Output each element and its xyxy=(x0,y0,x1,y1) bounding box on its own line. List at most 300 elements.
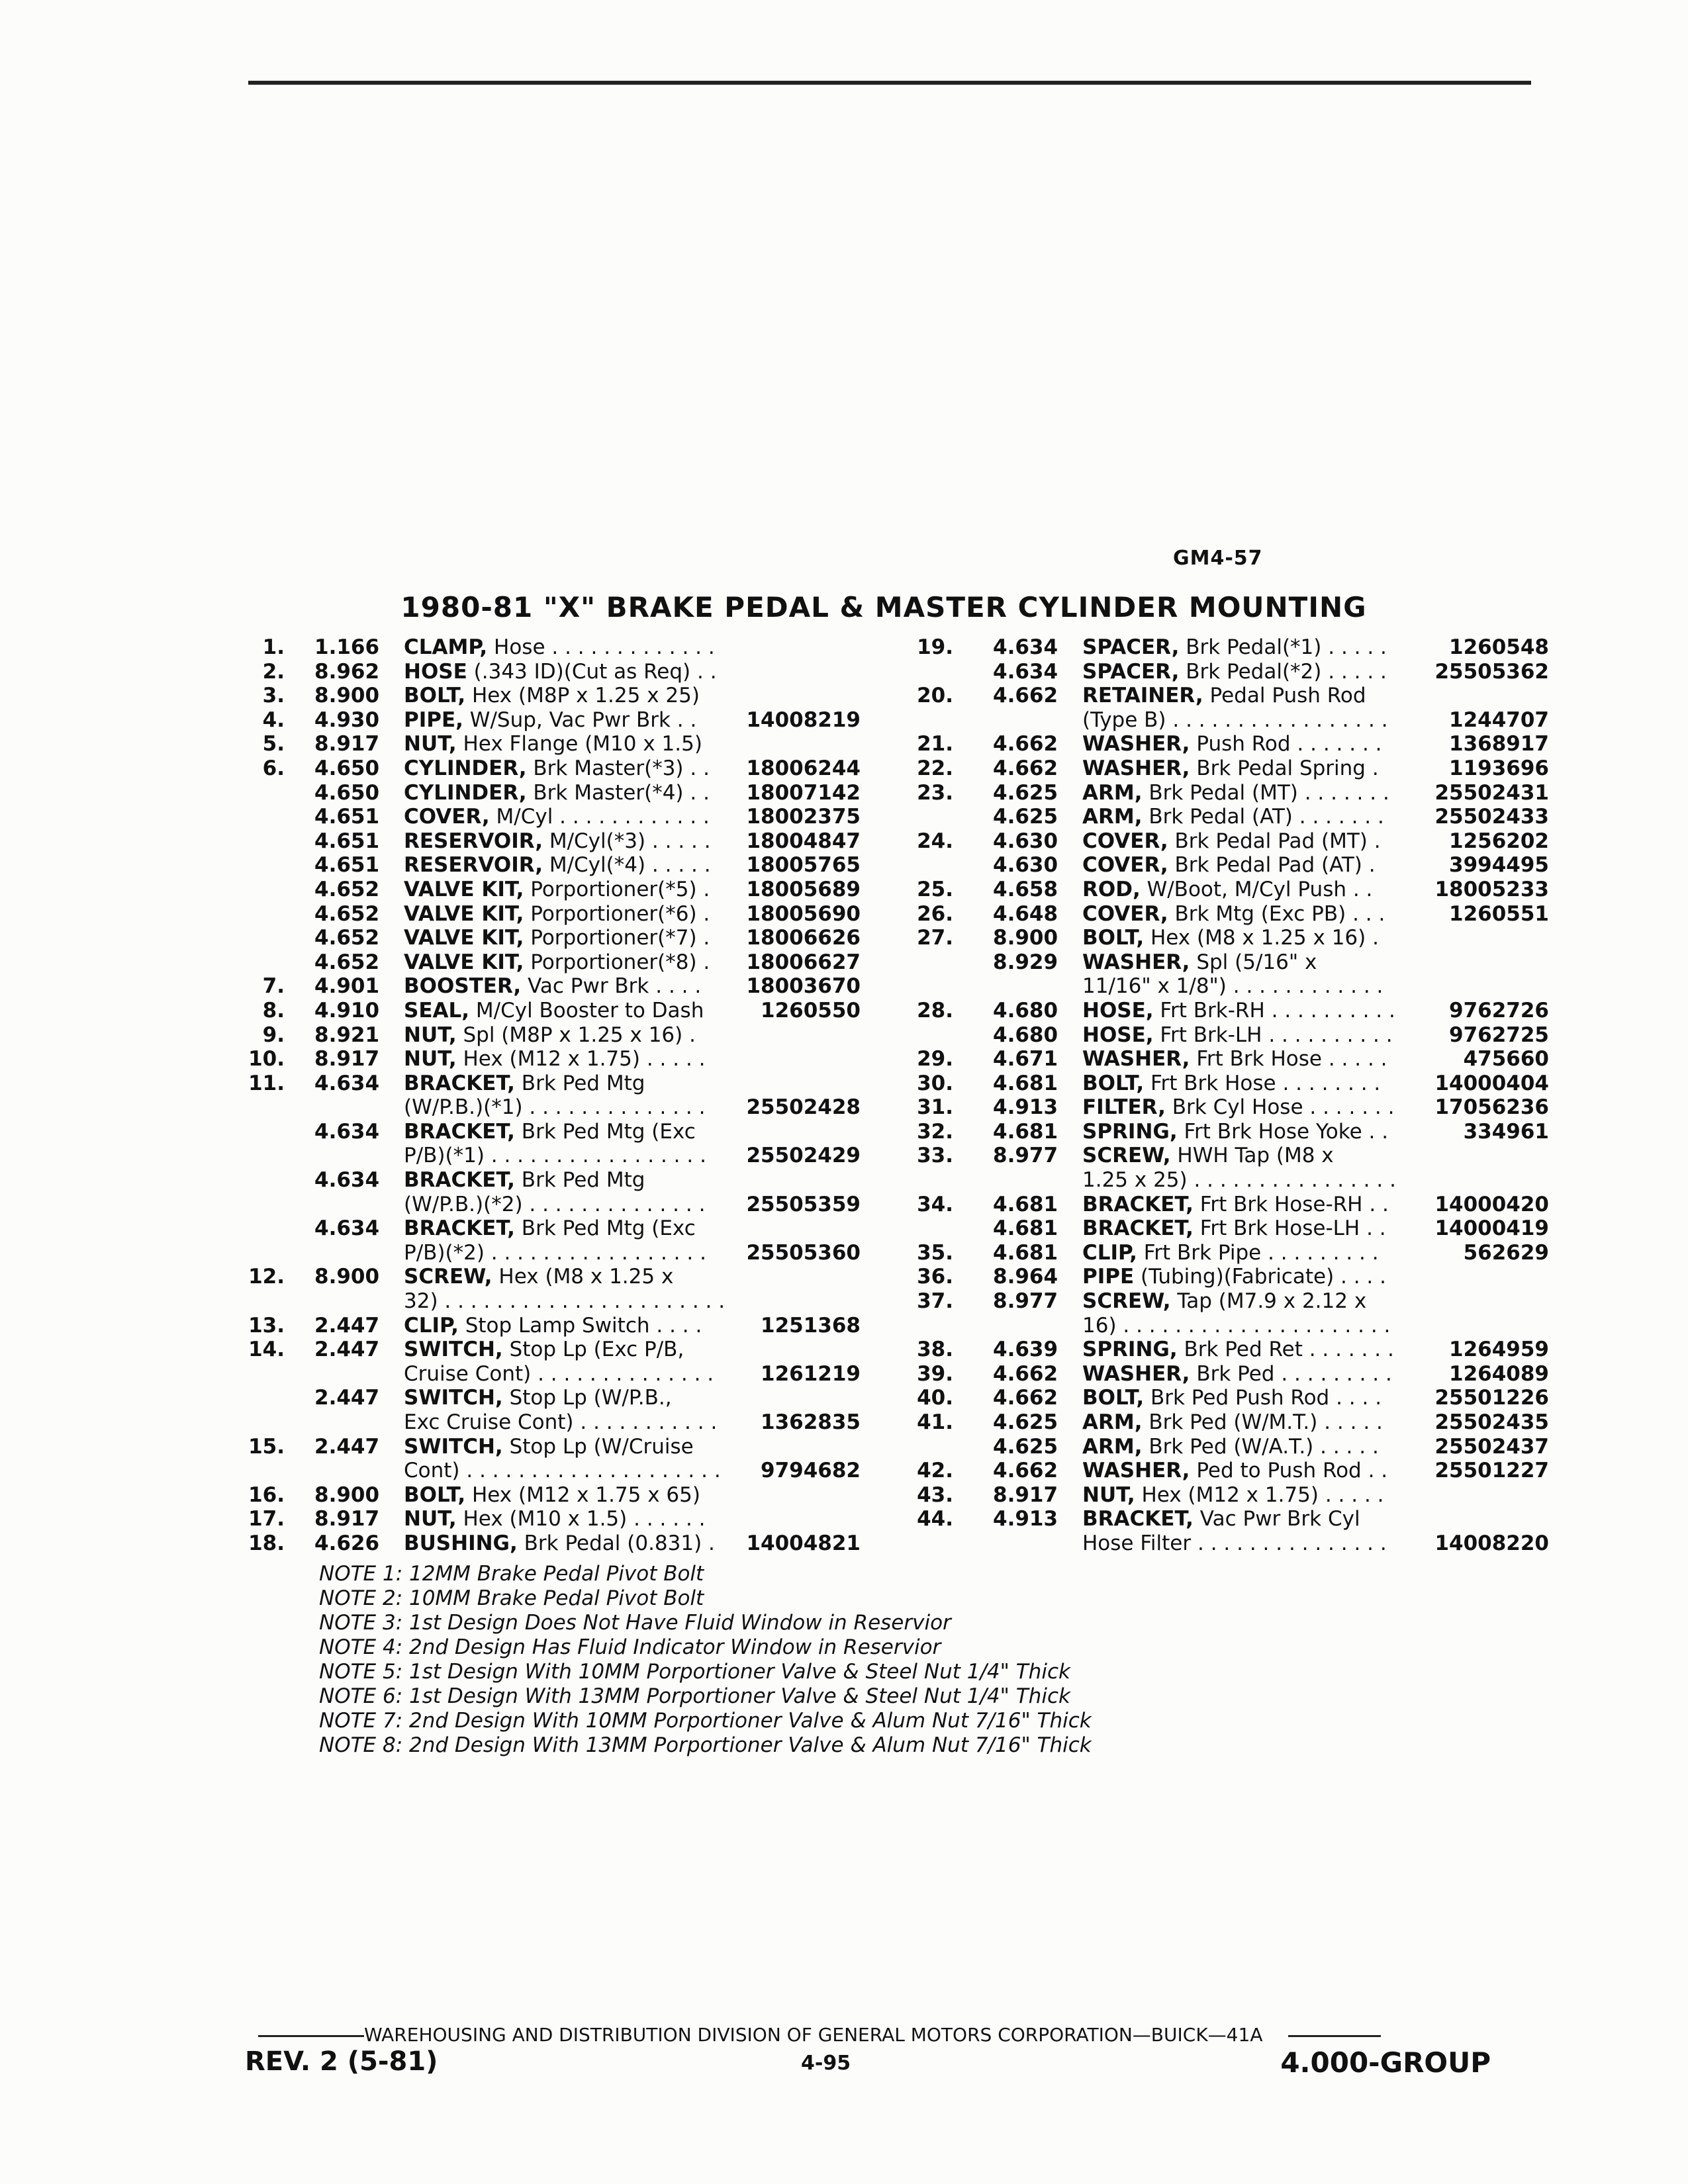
item-name: VALVE KIT, xyxy=(404,950,524,974)
item-description xyxy=(1082,902,1385,927)
footer-rule-right xyxy=(1288,2035,1381,2037)
item-ref: 30. xyxy=(917,1071,953,1095)
parts-row xyxy=(880,756,1549,781)
item-detail: Tap (M7.9 x 2.12 x xyxy=(1170,1289,1367,1314)
item-ref: 3. xyxy=(262,684,285,708)
item-ref: 39. xyxy=(917,1361,953,1386)
parts-row xyxy=(199,781,861,805)
part-number: 1260548 xyxy=(1449,635,1549,659)
parts-row xyxy=(199,1531,861,1556)
note-line: NOTE 8: 2nd Design With 13MM Porportioner Valve & Alum Nut 7/16" Thick xyxy=(319,1733,1092,1757)
part-number: 1260550 xyxy=(761,998,861,1023)
item-description xyxy=(404,1095,705,1120)
item-name: SWITCH, xyxy=(404,1386,503,1410)
group-code: 8.900 xyxy=(314,1482,380,1507)
item-detail: Stop Lp (Exc P/B, xyxy=(502,1338,684,1362)
item-detail: Frt Brk Hose Yoke . . xyxy=(1177,1119,1389,1144)
group-code: 4.634 xyxy=(314,1216,380,1241)
part-number: 1368917 xyxy=(1449,732,1549,756)
group-code: 4.910 xyxy=(314,998,380,1023)
parts-row xyxy=(199,1338,861,1362)
group-code: 4.625 xyxy=(993,805,1058,829)
item-description xyxy=(1082,1314,1390,1338)
item-name: COVER, xyxy=(404,805,490,829)
item-detail: Brk Pedal (MT) . . . . . . . xyxy=(1142,780,1389,805)
item-description xyxy=(1082,1216,1386,1241)
item-description xyxy=(404,732,702,756)
part-number: 18006626 xyxy=(746,926,861,950)
part-number: 1244707 xyxy=(1449,707,1549,732)
item-description xyxy=(1082,1507,1360,1531)
parts-row xyxy=(880,950,1549,975)
item-ref: 40. xyxy=(917,1386,953,1410)
item-detail: Brk Ped Mtg xyxy=(514,1071,645,1095)
item-description xyxy=(1082,1168,1396,1193)
parts-row xyxy=(880,1071,1549,1096)
item-description xyxy=(1082,974,1383,999)
parts-row xyxy=(880,708,1549,733)
part-number: 18006627 xyxy=(746,950,861,974)
item-ref: 41. xyxy=(917,1410,953,1434)
parts-row xyxy=(880,1531,1549,1556)
item-description xyxy=(404,1120,696,1144)
note-line: NOTE 4: 2nd Design Has Fluid Indicator Window in Reservior xyxy=(319,1635,941,1659)
item-name: WASHER, xyxy=(1082,732,1190,756)
part-number: 18004847 xyxy=(746,829,861,853)
item-description xyxy=(404,1507,706,1531)
item-name: SWITCH, xyxy=(404,1338,503,1362)
item-detail: (W/P.B.)(*1) . . . . . . . . . . . . . . xyxy=(404,1095,706,1120)
item-ref: 38. xyxy=(917,1338,953,1362)
group-code: 4.651 xyxy=(314,805,380,829)
item-detail: Brk Pedal Pad (MT) . xyxy=(1168,829,1381,853)
item-name: CYLINDER, xyxy=(404,780,527,805)
part-number: 1193696 xyxy=(1449,756,1549,780)
item-ref: 37. xyxy=(917,1289,953,1314)
item-ref: 5. xyxy=(262,732,285,756)
parts-row xyxy=(880,878,1549,902)
part-number: 14000420 xyxy=(1434,1192,1549,1216)
parts-row xyxy=(199,635,861,660)
item-ref: 14. xyxy=(248,1338,285,1362)
item-name: BOLT, xyxy=(1082,926,1145,950)
item-description xyxy=(1082,1362,1392,1387)
parts-row xyxy=(880,1410,1549,1435)
note-line: NOTE 7: 2nd Design With 10MM Porportioner Valve & Alum Nut 7/16" Thick xyxy=(319,1709,1092,1733)
part-number: 18003670 xyxy=(746,974,861,999)
group-label: 4.000-GROUP xyxy=(1280,2046,1491,2079)
item-description xyxy=(1082,1071,1380,1096)
item-detail: Spl (5/16" x xyxy=(1190,950,1317,974)
parts-list-right xyxy=(880,635,1549,1556)
item-detail: Brk Pedal Spring . xyxy=(1190,756,1379,780)
item-description xyxy=(1082,1265,1386,1289)
item-detail: Hex (M10 x 1.5) . . . . . . xyxy=(456,1507,706,1531)
item-detail: Brk Pedal (0.831) . xyxy=(517,1531,715,1555)
item-name: SPACER, xyxy=(1082,659,1180,684)
parts-row xyxy=(199,1265,861,1289)
group-code: 4.681 xyxy=(993,1192,1058,1216)
item-description xyxy=(1082,1338,1394,1362)
parts-row xyxy=(199,1047,861,1071)
parts-row xyxy=(880,1362,1549,1387)
item-detail: P/B)(*1) . . . . . . . . . . . . . . . . . xyxy=(404,1144,706,1168)
group-code: 4.681 xyxy=(993,1216,1058,1241)
part-number: 1256202 xyxy=(1449,829,1549,853)
part-number: 25505362 xyxy=(1434,659,1549,684)
item-ref: 35. xyxy=(917,1240,953,1265)
footer-division-text: WAREHOUSING AND DISTRIBUTION DIVISION OF GENERAL MOTORS CORPORATION—BUICK—41A xyxy=(364,2024,1263,2046)
group-code: 8.917 xyxy=(314,1047,380,1071)
item-description xyxy=(404,1459,721,1483)
group-code: 4.630 xyxy=(993,853,1058,878)
item-description xyxy=(404,950,710,975)
parts-row xyxy=(880,1216,1549,1241)
part-number: 1264959 xyxy=(1449,1338,1549,1362)
item-ref: 26. xyxy=(917,901,953,926)
item-name: BOLT, xyxy=(404,1482,466,1507)
part-number: 25501226 xyxy=(1434,1386,1549,1410)
parts-row xyxy=(880,1095,1549,1120)
part-number: 25502435 xyxy=(1434,1410,1549,1434)
item-detail: Brk Ped Mtg (Exc xyxy=(514,1119,696,1144)
item-detail: Hex (M8 x 1.25 x xyxy=(492,1265,674,1289)
item-detail: Porportioner(*5) . xyxy=(524,877,710,901)
item-detail: Brk Ped Mtg (Exc xyxy=(514,1216,696,1241)
part-number: 25502431 xyxy=(1434,780,1549,805)
group-code: 4.913 xyxy=(993,1095,1058,1120)
item-name: BRACKET, xyxy=(1082,1216,1194,1241)
item-name: RESERVOIR, xyxy=(404,829,543,853)
item-name: NUT, xyxy=(404,1047,457,1071)
item-detail: Brk Pedal(*1) . . . . . xyxy=(1179,635,1387,659)
parts-row xyxy=(880,1459,1549,1483)
item-detail: Hose . . . . . . . . . . . . . xyxy=(487,635,715,659)
parts-row xyxy=(199,829,861,854)
item-description xyxy=(404,1168,645,1193)
group-code: 8.900 xyxy=(993,926,1058,950)
item-ref: 19. xyxy=(917,635,953,659)
item-detail: Brk Ped (W/A.T.) . . . . . xyxy=(1142,1434,1379,1459)
item-ref: 27. xyxy=(917,926,953,950)
item-name: HOSE, xyxy=(1082,1023,1154,1047)
item-description xyxy=(404,805,710,829)
item-name: RESERVOIR, xyxy=(404,853,543,878)
part-number: 1261219 xyxy=(761,1361,861,1386)
item-detail: Frt Brk Hose . . . . . . . . xyxy=(1144,1071,1381,1095)
group-code: 4.671 xyxy=(993,1047,1058,1071)
item-description xyxy=(404,1144,706,1168)
item-name: PIPE xyxy=(1082,1265,1135,1289)
item-name: WASHER, xyxy=(1082,1361,1190,1386)
page-title: 1980-81 "X" BRAKE PEDAL & MASTER CYLINDER MOUNTING xyxy=(400,591,1367,623)
item-name: BRACKET, xyxy=(404,1071,515,1095)
item-detail: Frt Brk Hose-RH . . xyxy=(1193,1192,1389,1216)
group-code: 8.962 xyxy=(314,659,380,684)
item-ref: 21. xyxy=(917,732,953,756)
group-code: 4.634 xyxy=(314,1168,380,1193)
group-code: 4.680 xyxy=(993,998,1058,1023)
item-name: VALVE KIT, xyxy=(404,877,524,901)
item-description xyxy=(404,1435,694,1459)
item-name: SPRING, xyxy=(1082,1338,1178,1362)
item-name: WASHER, xyxy=(1082,950,1190,974)
parts-row xyxy=(880,1023,1549,1048)
item-name: CLAMP, xyxy=(404,635,488,659)
item-description xyxy=(404,1047,706,1071)
parts-row xyxy=(880,926,1549,950)
group-code: 4.901 xyxy=(314,974,380,999)
item-ref: 11. xyxy=(248,1071,285,1095)
item-description xyxy=(1082,878,1372,902)
parts-row xyxy=(880,1120,1549,1144)
item-description xyxy=(1082,635,1387,660)
item-description xyxy=(1082,1095,1394,1120)
item-ref: 15. xyxy=(248,1434,285,1459)
item-detail: Stop Lp (W/Cruise xyxy=(502,1434,694,1459)
item-description xyxy=(1082,1289,1366,1314)
part-number: 14004821 xyxy=(746,1531,861,1555)
item-description xyxy=(1082,805,1384,829)
parts-row xyxy=(199,660,861,684)
page-number: 4-95 xyxy=(801,2052,851,2075)
parts-row xyxy=(199,950,861,975)
item-description xyxy=(404,1023,696,1048)
group-code: 4.634 xyxy=(314,1119,380,1144)
notes-block xyxy=(319,1562,1092,1758)
group-code: 4.652 xyxy=(314,901,380,926)
parts-row xyxy=(199,1241,861,1265)
part-number: 562629 xyxy=(1463,1240,1549,1265)
item-detail: Porportioner(*6) . xyxy=(524,901,710,926)
item-detail: Frt Brk Hose . . . . . xyxy=(1190,1047,1387,1071)
parts-row xyxy=(880,1507,1549,1531)
item-detail: Pedal Push Rod xyxy=(1203,684,1366,708)
item-name: ARM, xyxy=(1082,1410,1143,1434)
item-name: CLIP, xyxy=(404,1313,459,1338)
item-name: BOLT, xyxy=(404,684,466,708)
note-line: NOTE 3: 1st Design Does Not Have Fluid Window in Reservior xyxy=(319,1611,951,1635)
item-name: ARM, xyxy=(1082,805,1143,829)
item-name: SCREW, xyxy=(1082,1144,1171,1168)
item-name: WASHER, xyxy=(1082,1459,1190,1483)
parts-row xyxy=(880,1144,1549,1168)
figure-reference: GM4-57 xyxy=(1173,547,1263,570)
item-detail: Frt Brk-LH . . . . . . . . . . xyxy=(1153,1023,1393,1047)
item-description xyxy=(404,1241,706,1265)
group-code: 4.650 xyxy=(314,756,380,780)
parts-row xyxy=(880,1047,1549,1071)
item-name: BOLT, xyxy=(1082,1386,1145,1410)
item-detail: Brk Cyl Hose . . . . . . . xyxy=(1165,1095,1395,1120)
item-name: BRACKET, xyxy=(1082,1192,1194,1216)
item-ref: 43. xyxy=(917,1482,953,1507)
group-code: 8.900 xyxy=(314,1265,380,1289)
item-name: SPACER, xyxy=(1082,635,1180,659)
item-ref: 16. xyxy=(248,1482,285,1507)
item-description xyxy=(1082,1047,1387,1071)
parts-row xyxy=(880,829,1549,854)
item-detail: Push Rod . . . . . . . xyxy=(1190,732,1382,756)
part-number: 1251368 xyxy=(761,1313,861,1338)
group-code: 4.634 xyxy=(993,635,1058,659)
group-code: 4.634 xyxy=(993,659,1058,684)
item-description xyxy=(1082,732,1382,756)
parts-row xyxy=(199,684,861,708)
group-code: 4.662 xyxy=(993,732,1058,756)
parts-row xyxy=(199,1289,861,1314)
item-ref: 29. xyxy=(917,1047,953,1071)
group-code: 8.921 xyxy=(314,1023,380,1047)
parts-row xyxy=(199,1386,861,1410)
item-description xyxy=(1082,1120,1388,1144)
item-ref: 1. xyxy=(262,635,285,659)
parts-row xyxy=(199,708,861,733)
item-description xyxy=(1082,1193,1389,1217)
item-ref: 33. xyxy=(917,1144,953,1168)
item-description xyxy=(1082,1459,1387,1483)
item-detail: (.343 ID)(Cut as Req) . . xyxy=(467,659,717,684)
part-number: 18007142 xyxy=(746,780,861,805)
item-name: CYLINDER, xyxy=(404,756,527,780)
group-code: 4.662 xyxy=(993,1386,1058,1410)
group-code: 4.625 xyxy=(993,1410,1058,1434)
item-ref: 8. xyxy=(262,998,285,1023)
parts-row xyxy=(199,974,861,999)
item-detail: Brk Pedal(*2) . . . . . xyxy=(1179,659,1387,684)
item-name: BRACKET, xyxy=(404,1168,515,1193)
item-detail: Stop Lp (W/P.B., xyxy=(502,1386,672,1410)
item-detail: Brk Ped Ret . . . . . . . xyxy=(1177,1338,1394,1362)
item-description xyxy=(404,635,715,660)
item-description xyxy=(404,1483,700,1508)
part-number: 9794682 xyxy=(761,1459,861,1483)
top-rule xyxy=(248,81,1531,85)
part-number: 18005233 xyxy=(1434,877,1549,901)
part-number: 1260551 xyxy=(1449,901,1549,926)
item-detail: 11/16" x 1/8") . . . . . . . . . . . . xyxy=(1082,974,1383,999)
parts-row xyxy=(199,1193,861,1217)
parts-row xyxy=(880,1435,1549,1459)
group-code: 1.166 xyxy=(314,635,380,659)
item-detail: (Tubing)(Fabricate) . . . . xyxy=(1134,1265,1386,1289)
part-number: 14008220 xyxy=(1434,1531,1549,1555)
part-number: 334961 xyxy=(1463,1119,1549,1144)
group-code: 4.652 xyxy=(314,877,380,901)
group-code: 4.681 xyxy=(993,1240,1058,1265)
part-number: 9762725 xyxy=(1449,1023,1549,1047)
item-detail: Brk Pedal Pad (AT) . xyxy=(1168,853,1376,878)
item-detail: M/Cyl(*3) . . . . . xyxy=(542,829,711,853)
group-code: 2.447 xyxy=(314,1386,380,1410)
item-ref: 2. xyxy=(262,659,285,684)
item-description xyxy=(1082,853,1376,878)
item-description xyxy=(404,926,710,950)
item-detail: W/Sup, Vac Pwr Brk . . xyxy=(463,707,697,732)
item-ref: 6. xyxy=(262,756,285,780)
parts-row xyxy=(199,1410,861,1435)
item-ref: 18. xyxy=(248,1531,285,1555)
parts-row xyxy=(880,805,1549,829)
item-name: WASHER, xyxy=(1082,1047,1190,1071)
item-description xyxy=(1082,708,1388,733)
parts-row xyxy=(199,1362,861,1387)
item-ref: 17. xyxy=(248,1507,285,1531)
part-number: 18005689 xyxy=(746,877,861,901)
parts-row xyxy=(880,1314,1549,1338)
item-name: NUT, xyxy=(1082,1482,1135,1507)
item-description xyxy=(404,1265,673,1289)
item-description xyxy=(404,974,701,999)
footer-rule-left xyxy=(258,2035,364,2037)
item-detail: Spl (M8P x 1.25 x 16) . xyxy=(456,1023,696,1047)
item-description xyxy=(404,781,710,805)
part-number: 1264089 xyxy=(1449,1361,1549,1386)
item-description xyxy=(1082,1241,1379,1265)
parts-row xyxy=(880,660,1549,684)
item-description xyxy=(404,1410,717,1435)
parts-row xyxy=(880,1338,1549,1362)
item-detail: Stop Lamp Switch . . . . xyxy=(458,1313,702,1338)
item-name: SEAL, xyxy=(404,998,470,1023)
item-name: NUT, xyxy=(404,1507,457,1531)
item-description xyxy=(404,756,710,781)
note-line: NOTE 1: 12MM Brake Pedal Pivot Bolt xyxy=(319,1562,704,1586)
item-name: CLIP, xyxy=(1082,1240,1137,1265)
item-ref: 32. xyxy=(917,1119,953,1144)
item-ref: 7. xyxy=(262,974,285,999)
parts-row xyxy=(199,902,861,927)
part-number: 14000404 xyxy=(1434,1071,1549,1095)
item-description xyxy=(404,1531,715,1556)
parts-row xyxy=(880,781,1549,805)
item-name: BUSHING, xyxy=(404,1531,518,1555)
item-description xyxy=(1082,1386,1382,1410)
group-code: 8.900 xyxy=(314,684,380,708)
group-code: 2.447 xyxy=(314,1338,380,1362)
parts-row xyxy=(199,1216,861,1241)
item-description xyxy=(404,1193,705,1217)
parts-row xyxy=(880,684,1549,708)
item-description xyxy=(404,878,710,902)
parts-row xyxy=(880,974,1549,999)
item-detail: Hex (M12 x 1.75) . . . . . xyxy=(456,1047,706,1071)
parts-row xyxy=(199,1459,861,1483)
parts-row xyxy=(199,853,861,878)
item-description xyxy=(404,1314,702,1338)
item-description xyxy=(1082,1023,1393,1048)
part-number: 25502437 xyxy=(1434,1434,1549,1459)
parts-row xyxy=(880,1265,1549,1289)
item-ref: 9. xyxy=(262,1023,285,1047)
parts-row xyxy=(199,1095,861,1120)
item-ref: 10. xyxy=(248,1047,285,1071)
item-name: SCREW, xyxy=(1082,1289,1171,1314)
item-ref: 22. xyxy=(917,756,953,780)
group-code: 8.917 xyxy=(314,732,380,756)
note-line: NOTE 2: 10MM Brake Pedal Pivot Bolt xyxy=(319,1586,704,1610)
group-code: 4.639 xyxy=(993,1338,1058,1362)
group-code: 8.917 xyxy=(993,1482,1058,1507)
part-number: 14008219 xyxy=(746,707,861,732)
item-detail: Brk Pedal (AT) . . . . . . . xyxy=(1142,805,1384,829)
parts-row xyxy=(199,756,861,781)
item-detail: (Type B) . . . . . . . . . . . . . . . . . xyxy=(1082,707,1388,732)
item-detail: Vac Pwr Brk Cyl xyxy=(1193,1507,1360,1531)
parts-row xyxy=(199,1507,861,1531)
item-detail: Porportioner(*8) . xyxy=(524,950,710,974)
group-code: 8.917 xyxy=(314,1507,380,1531)
